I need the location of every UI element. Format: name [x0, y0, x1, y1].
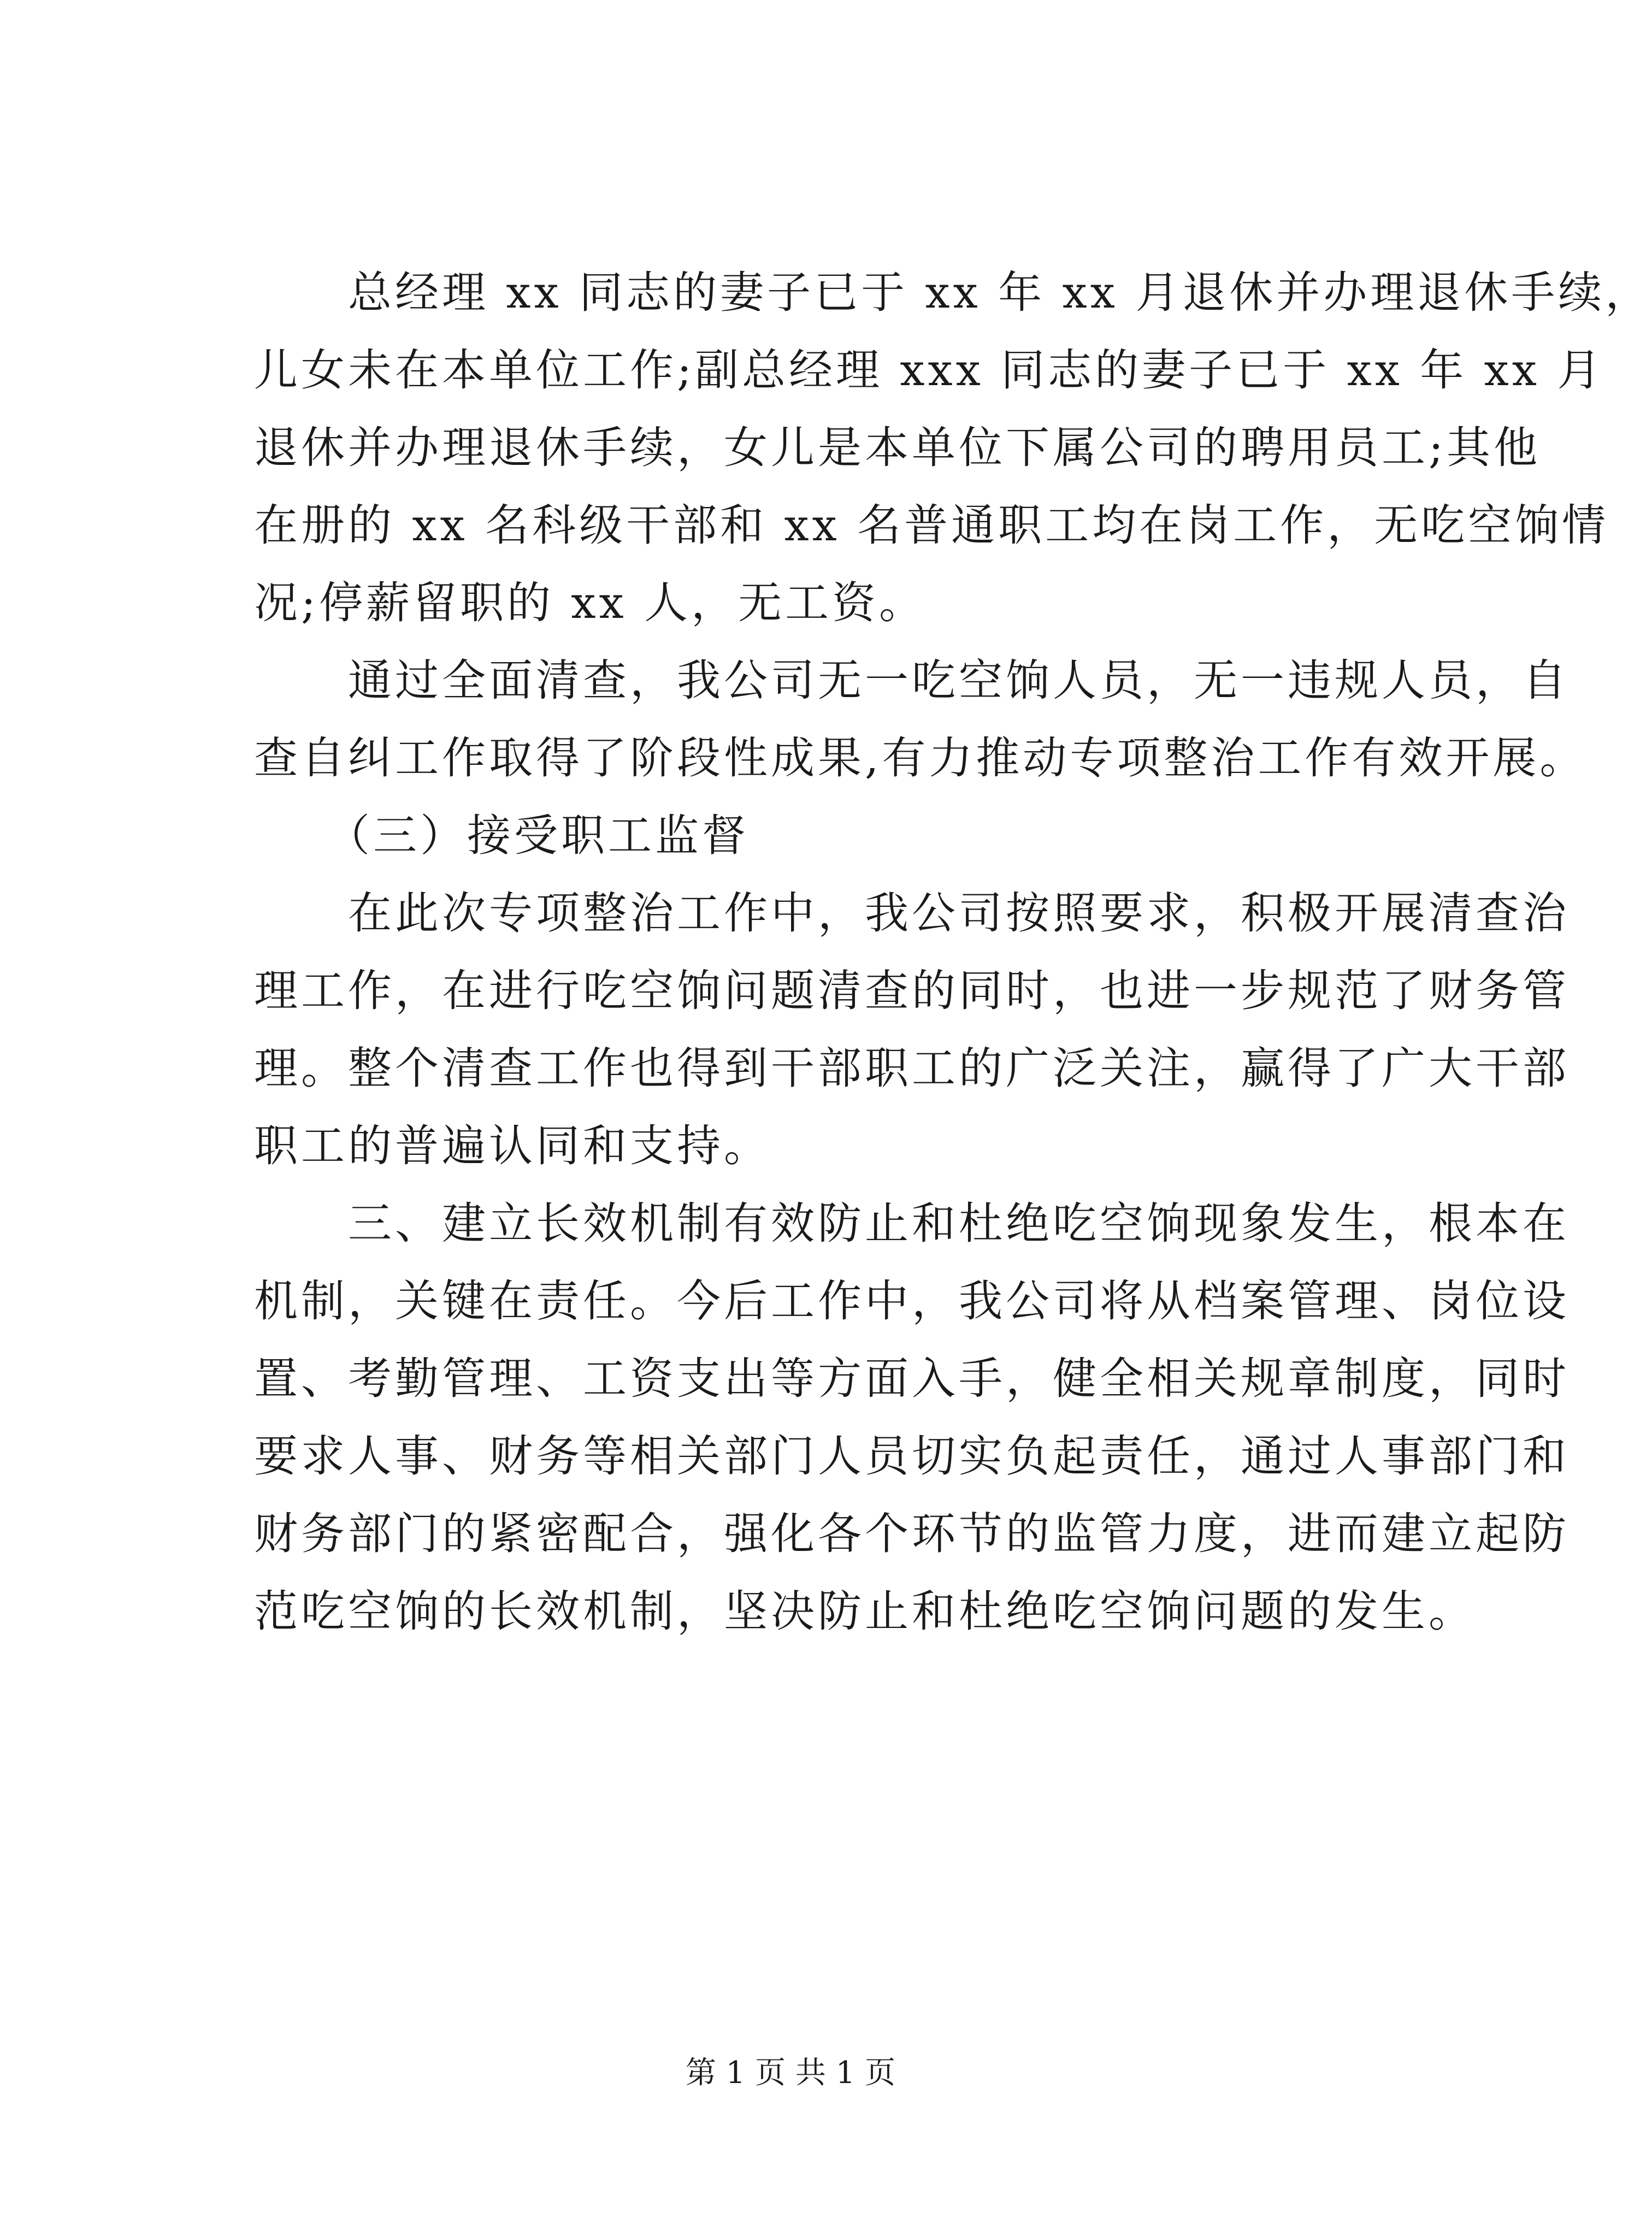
- text-line: 范吃空饷的长效机制，坚决防止和杜绝吃空饷问题的发生。: [254, 1586, 1476, 1637]
- text-line: 查自纠工作取得了阶段性成果,有力推动专项整治工作有效开展。: [254, 733, 1587, 783]
- section-heading: （三）接受职工监督: [254, 810, 749, 861]
- text-line: 在此次专项整治工作中，我公司按照要求，积极开展清查治: [254, 888, 1570, 939]
- text-line: 通过全面清查，我公司无一吃空饷人员，无一违规人员，自: [254, 655, 1570, 706]
- text-line: 在册的 xx 名科级干部和 xx 名普通职工均在岗工作，无吃空饷情: [254, 500, 1609, 551]
- text-line: 总经理 xx 同志的妻子已于 xx 年 xx 月退休并办理退休手续，: [254, 267, 1652, 318]
- text-line: 理。整个清查工作也得到干部职工的广泛关注，赢得了广大干部: [254, 1043, 1570, 1094]
- text-line: 机制，关键在责任。今后工作中，我公司将从档案管理、岗位设: [254, 1276, 1570, 1326]
- text-line: 理工作，在进行吃空饷问题清查的同时，也进一步规范了财务管: [254, 965, 1570, 1016]
- page-number-footer: 第 1 页 共 1 页: [685, 2055, 896, 2091]
- text-line: 况;停薪留职的 xx 人，无工资。: [254, 577, 927, 628]
- text-line: 三、建立长效机制有效防止和杜绝吃空饷现象发生，根本在: [254, 1198, 1570, 1249]
- document-body: [254, 254, 1652, 1650]
- text-line: 儿女未在本单位工作;副总经理 xxx 同志的妻子已于 xx 年 xx 月: [254, 345, 1604, 396]
- text-line: 职工的普遍认同和支持。: [254, 1120, 771, 1171]
- text-line: 置、考勤管理、工资支出等方面入手，健全相关规章制度，同时: [254, 1353, 1570, 1404]
- text-line: 退休并办理退休手续，女儿是本单位下属公司的聘用员工;其他: [254, 422, 1541, 473]
- text-line: 要求人事、财务等相关部门人员切实负起责任，通过人事部门和: [254, 1431, 1570, 1482]
- text-line: 财务部门的紧密配合，强化各个环节的监管力度，进而建立起防: [254, 1508, 1570, 1559]
